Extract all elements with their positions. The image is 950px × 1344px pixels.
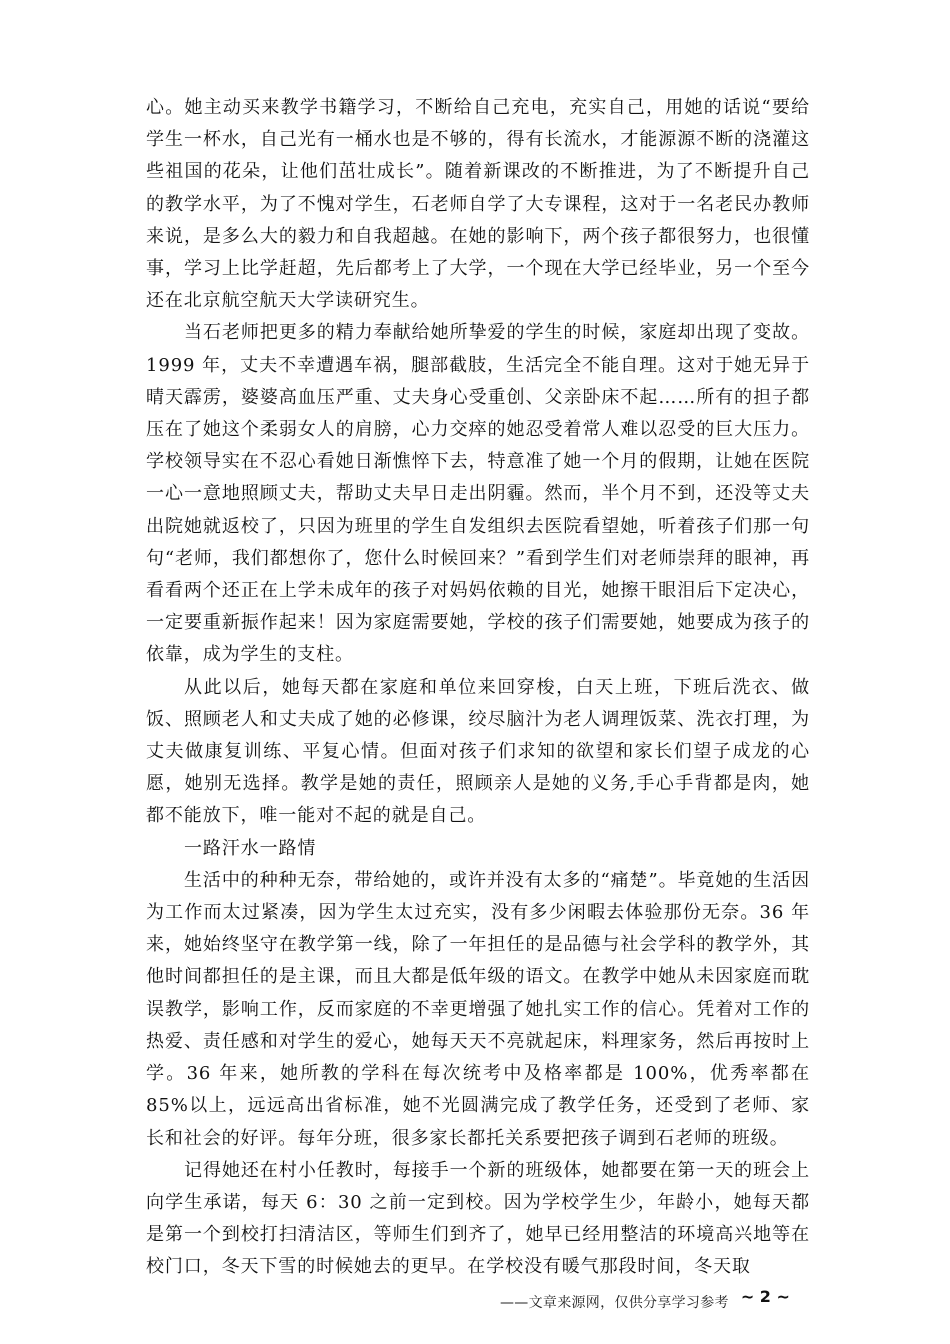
section-heading: 一路汗水一路情 (184, 837, 317, 859)
page-footer (500, 1288, 800, 1312)
paragraph: 当石老师把更多的精力奉献给她所挚爱的学生的时候，家庭却出现了变故。1999 年，丈夫不幸遭遇车祸，腿部截肢，生活完全不能自理。这对于她无异于晴天霹雳，婆婆高血压严重、丈夫身心受重创、父亲卧床不起……所有的担子都压在了她这个柔弱女人的肩膀，心力交瘁的她忍受着常人难以忍受的巨大压力。学校领导实在不忍心看她日渐憔悴下去，特意准了她一个月的假期，让她在医院一心一意地照顾丈夫，帮助丈夫早日走出阴霾。然而，半个月不到，还没等丈夫出院她就返校了，只因为班里的学生自发组织去医院看望她，听着孩子们那一句句“老师，我们都想你了，您什么时候回来？”看到学生们对老师崇拜的眼神，再看看两个还正在上学未成年的孩子对妈妈依赖的目光，她擦干眼泪后下定决心，一定要重新振作起来！因为家庭需要她，学校的孩子们需要她，她要成为孩子的依靠，成为学生的支柱。 (146, 322, 810, 666)
paragraph: 从此以后，她每天都在家庭和单位来回穿梭，白天上班，下班后洗衣、做饭、照顾老人和丈夫成了她的必修课，绞尽脑汁为老人调理饭菜、洗衣打理，为丈夫做康复训练、平复心情。但面对孩子们求知的欲望和家长们望子成龙的心愿，她别无选择。教学是她的责任，照顾亲人是她的义务,手心手背都是肉，她都不能放下，唯一能对不起的就是自己。 (146, 676, 810, 827)
page-number: ~ 2 ~ (740, 1287, 790, 1306)
source-note: ——文章来源网，仅供分享学习参考 (500, 1295, 729, 1311)
article-body (146, 92, 810, 1284)
paragraph: 生活中的种种无奈，带给她的，或许并没有太多的“痛楚”。毕竟她的生活因为工作而太过紧凑，因为学生太过充实，没有多少闲暇去体验那份无奈。36 年来，她始终坚守在教学第一线，除了一年担任的是品德与社会学科的教学外，其他时间都担任的是主课，而且大都是低年级的语文。在教学中她从未因家庭而耽误教学，影响工作，反而家庭的不幸更增强了她扎实工作的信心。凭着对工作的热爱、责任感和对学生的爱心，她每天天不亮就起床，料理家务，然后再按时上学。36 年来，她所教的学科在每次统考中及格率都是 100%，优秀率都在 85%以上，远远高出省标准，她不光圆满完成了教学任务，还受到了老师、家长和社会的好评。每年分班，很多家长都托关系要把孩子调到石老师的班级。 (146, 869, 810, 1149)
paragraph: 记得她还在村小任教时，每接手一个新的班级体，她都要在第一天的班会上向学生承诺，每天 6：30 之前一定到校。因为学校学生少，年龄小，她每天都是第一个到校打扫清洁区，等师生们到齐了，她早已经用整洁的环境高兴地等在校门口，冬天下雪的时候她去的更早。在学校没有暖气那段时间，冬天取 (146, 1159, 810, 1278)
paragraph: 心。她主动买来教学书籍学习，不断给自己充电，充实自己，用她的话说“要给学生一杯水，自己光有一桶水也是不够的，得有长流水，才能源源不断的浇灌这些祖国的花朵，让他们茁壮成长”。随着新课改的不断推进，为了不断提升自己的教学水平，为了不愧对学生，石老师自学了大专课程，这对于一名老民办教师来说，是多么大的毅力和自我超越。在她的影响下，两个孩子都很努力，也很懂事，学习上比学赶超，先后都考上了大学，一个现在大学已经毕业，另一个至今还在北京航空航天大学读研究生。 (146, 97, 810, 312)
